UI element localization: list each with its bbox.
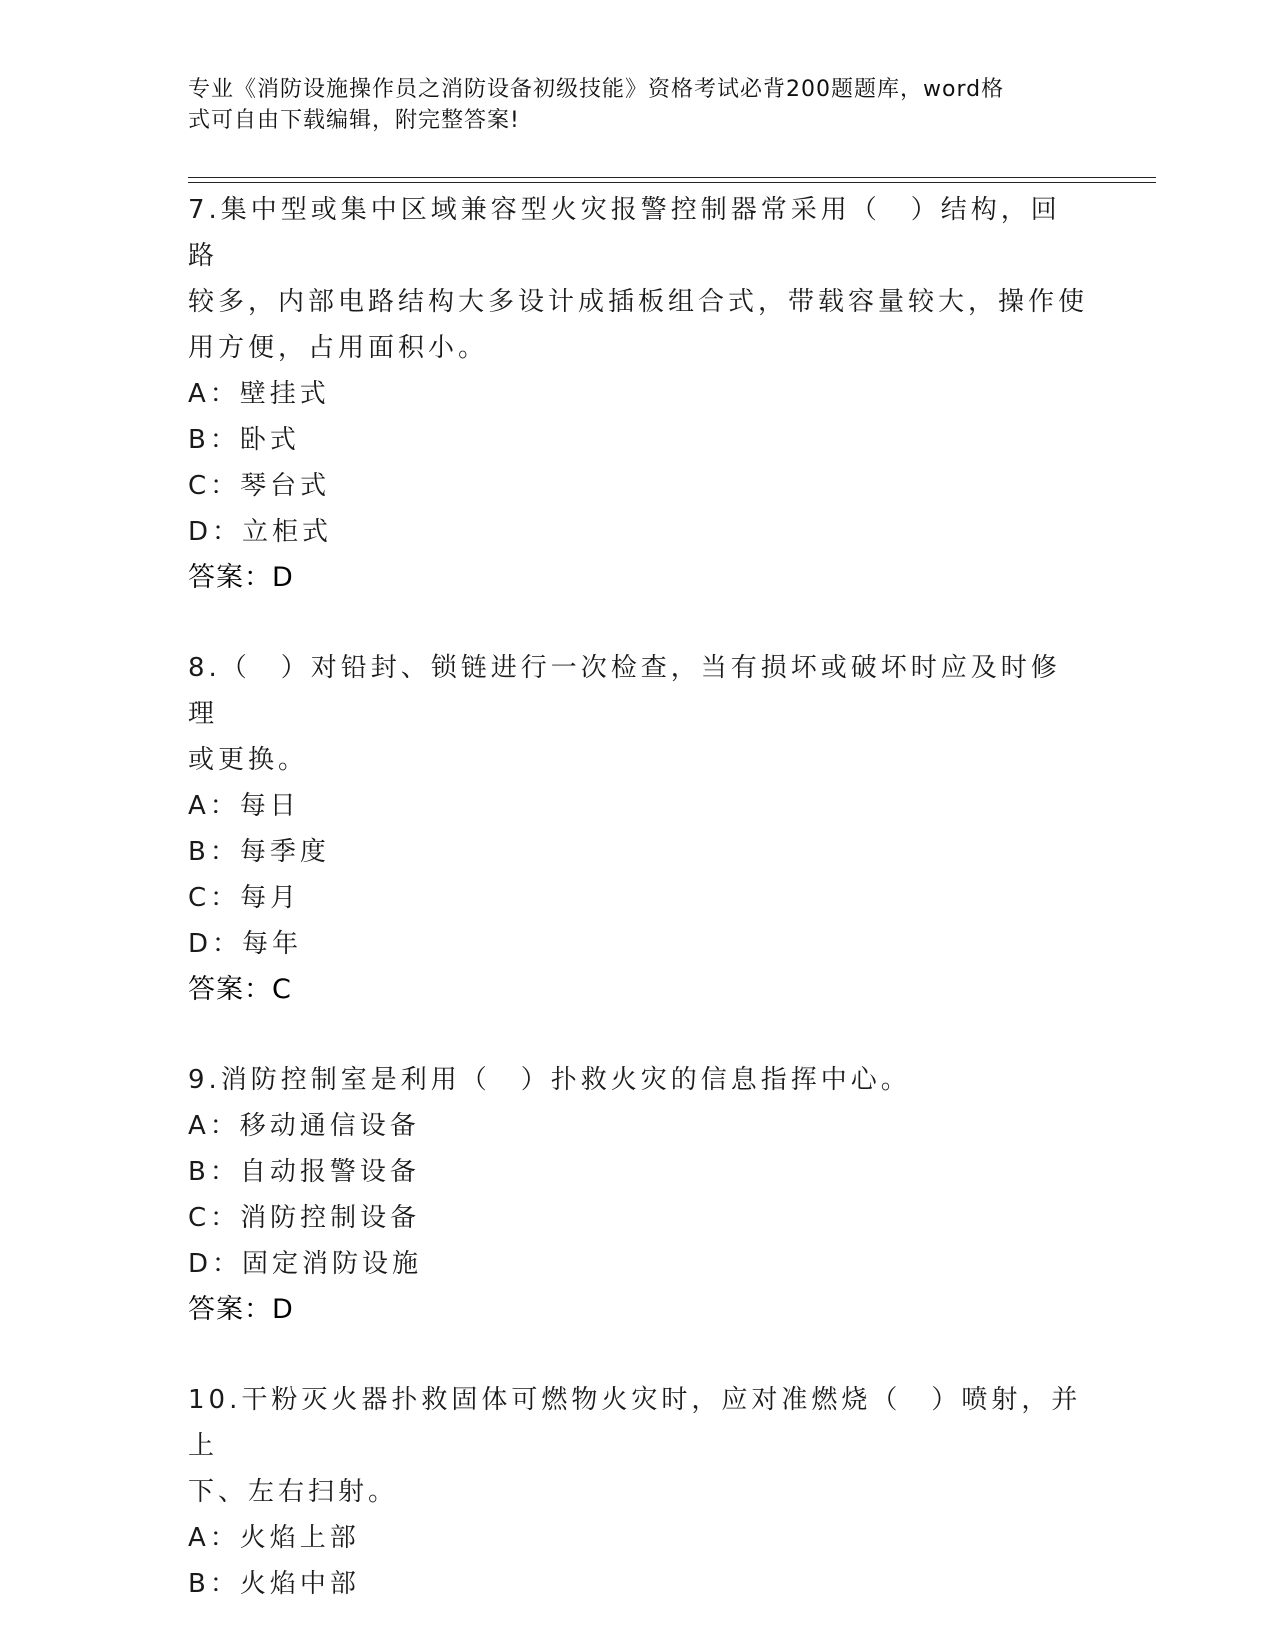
stem-line: 较多，内部电路结构大多设计成插板组合式，带载容量较大，操作使 — [188, 287, 1089, 317]
option-c: C：琴台式 — [188, 471, 331, 501]
question-8 — [188, 645, 1088, 1013]
option-b: B：自动报警设备 — [188, 1157, 420, 1187]
question-7 — [188, 187, 1088, 601]
option-a: A：移动通信设备 — [188, 1111, 420, 1141]
option-a: A：壁挂式 — [188, 379, 330, 409]
answer-line: 答案：D — [188, 562, 294, 593]
stem-line: 用方便，占用面积小。 — [188, 333, 489, 363]
header-divider-top — [188, 177, 1156, 178]
question-9 — [188, 1057, 1088, 1333]
stem-line: 10.干粉灭火器扑救固体可燃物火灾时，应对准燃烧（ ）喷射，并上 — [188, 1385, 1082, 1461]
answer-line: 答案：C — [188, 974, 292, 1005]
option-c: C：消防控制设备 — [188, 1203, 421, 1233]
option-b: B：火焰中部 — [188, 1569, 360, 1599]
option-b: B：卧式 — [188, 425, 300, 455]
stem-line: 7.集中型或集中区域兼容型火灾报警控制器常采用（ ）结构，回路 — [188, 195, 1061, 271]
stem-line: 或更换。 — [188, 745, 309, 775]
question-stem — [188, 1377, 1088, 1515]
option-d: D：固定消防设施 — [188, 1249, 423, 1279]
option-d: D：每年 — [188, 929, 303, 959]
question-list — [188, 187, 1088, 1651]
header-line-2: 式可自由下载编辑，附完整答案! — [188, 108, 520, 133]
header-divider-bottom — [188, 182, 1156, 183]
stem-line: 8.（ ）对铅封、锁链进行一次检查，当有损坏或破坏时应及时修理 — [188, 653, 1061, 729]
stem-line: 9.消防控制室是利用（ ）扑救火灾的信息指挥中心。 — [188, 1065, 911, 1095]
option-a: A：火焰上部 — [188, 1523, 360, 1553]
answer-line: 答案：D — [188, 1294, 294, 1325]
option-b: B：每季度 — [188, 837, 330, 867]
question-stem — [188, 1057, 1088, 1103]
question-stem — [188, 645, 1088, 783]
question-10 — [188, 1377, 1088, 1607]
option-d: D：立柜式 — [188, 517, 333, 547]
option-c: C：每月 — [188, 883, 301, 913]
document-header — [188, 74, 1068, 136]
question-stem — [188, 187, 1088, 371]
header-line-1: 专业《消防设施操作员之消防设备初级技能》资格考试必背200题题库，word格 — [188, 77, 1005, 102]
option-a: A：每日 — [188, 791, 300, 821]
stem-line: 下、左右扫射。 — [188, 1477, 399, 1507]
